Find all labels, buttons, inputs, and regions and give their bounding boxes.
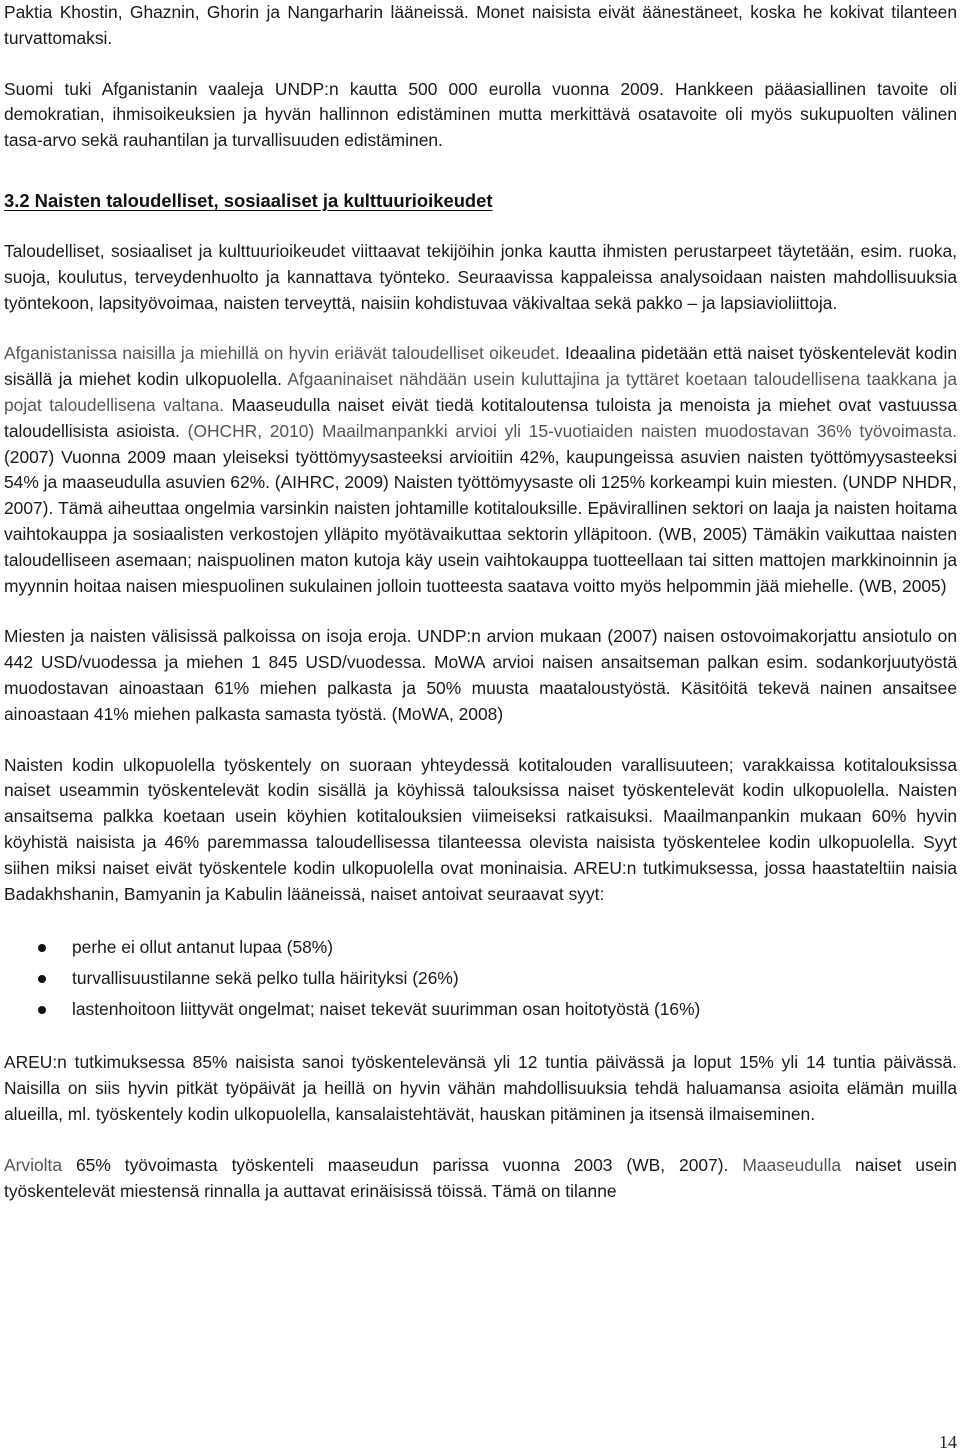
list-item-text: lastenhoitoon liittyvät ongelmat; naiset tekevät suurimman osan hoitotyöstä (16%) — [72, 999, 701, 1020]
section-heading: 3.2 Naisten taloudelliset, sosiaaliset ja kulttuurioikeudet — [4, 189, 493, 211]
rural-sentence-3: Maaseudulla — [742, 1154, 841, 1175]
rural-sentence-1: Arviolta — [4, 1154, 62, 1175]
list-item — [4, 932, 957, 963]
econ-sentence-7: Vuonna 2009 maan yleiseksi työttömyysasteeksi arvioitiin 42%, kaupungeissa asuvien naisten työttömyysasteeksi 54% ja maaseudulla asuvien 62%. (AIHRC, 2009) Naisten työttömyysaste oli 125% korkeampi kuin miesten. (UNDP NHDR, 2007). Tämä aiheuttaa ongelmia varsinkin naisten johtamille kotitalouksille. Epävirallinen sektori on laaja ja naisten hoitama vaihtokauppa ja sosiaalisten verkostojen ylläpito myötävaikuttaa sektorin ylläpitoon. (WB, 2005) Tämäkin vaikuttaa naisten taloudelliseen asemaan; naispuolinen maton kutoja käy usein vaihtokauppa tuotteellaan tai sitten mattojen markkinoinnin ja myynnin hoitaa naisen miespuolinen sukulainen jolloin tuotteesta saatava voitto myös helpommin jää miehelle. (WB, 2005) — [4, 446, 957, 596]
paragraph-finland-support: Suomi tuki Afganistanin vaaleja UNDP:n kautta 500 000 eurolla vuonna 2009. Hankkeen pääasiallinen tavoite oli demokratian, ihmisoikeuksien ja hyvän hallinnon edistäminen mutta merkittävä osatavoite oli myös sukupuolten välinen tasa-arvo sekä rauhantilan ja turvallisuuden edistäminen. — [4, 78, 957, 151]
paragraph-rights-intro: Taloudelliset, sosiaaliset ja kulttuurioikeudet viittaavat tekijöihin jonka kautta ihmisten perustarpeet täytetään, esim. ruoka, suoja, koulutus, terveydenhuolto ja kannattava työnteko. Seuraavissa kappaleissa analysoidaan naisten mahdollisuuksia työntekoon, lapsityövoimaa, naisten terveyttä, naisiin kohdistuvaa väkivaltaa sekä pakko – ja lapsiavioliittoja. — [4, 240, 957, 313]
bullet-dot-icon — [38, 944, 46, 952]
page-number: 14 — [939, 1432, 957, 1452]
list-item — [4, 994, 957, 1025]
paragraph-work-outside-home: Naisten kodin ulkopuolella työskentely on suoraan yhteydessä kotitalouden varallisuuteen; varakkaissa kotitalouksissa naiset useammin työskentelevät kodin sisällä ja köyhissä talouksissa naiset työskentelevät kodin ulkopuolella. Naisten ansaitsema palkka koetaan usein köyhien kotitalouksien viimeiseksi ratkaisuksi. Maailmanpankin mukaan 60% hyvin köyhistä naisista ja 46% paremmassa taloudellisessa tilanteessa olevista naisista työskentelee kodin ulkopuolella. Syyt siihen miksi naiset eivät työskentele kodin ulkopuolella ovat moninaisia. AREU:n tutkimuksessa, jossa haastateltiin naisia Badakhshanin, Bamyanin ja Kabulin lääneissä, naiset antoivat seuraavat syyt: — [4, 754, 957, 904]
rural-sentence-2: 65% työvoimasta työskenteli maaseudun parissa vuonna 2003 (WB, 2007). — [76, 1154, 729, 1175]
list-item — [4, 963, 957, 994]
document-page — [4, 0, 957, 1204]
paragraph-rural-work — [4, 1153, 957, 1205]
paragraph-economic-rights — [4, 341, 957, 599]
econ-sentence-4: Maaseudulla naiset eivät tiedä kotitaloutensa tuloista ja menoista ja miehet ovat vastuussa taloudellisista asioista. — [4, 394, 957, 441]
econ-sentence-5: (OHCHR, 2010) Maailmanpankki arvioi yli 15-vuotiaiden naisten muodostavan 36% työvoimasta. — [187, 420, 957, 441]
econ-sentence-2: Ideaalina pidetään että naiset työskentelevät kodin sisällä ja miehet kodin ulkopuolella. — [4, 343, 957, 390]
econ-sentence-6: (2007) — [4, 446, 55, 467]
bullet-dot-icon — [38, 1006, 46, 1014]
paragraph-top-continuation: Paktia Khostin, Ghaznin, Ghorin ja Nangarharin lääneissä. Monet naisista eivät äänestäneet, koska he kokivat tilanteen turvattomaksi. — [4, 2, 957, 48]
paragraph-working-hours: AREU:n tutkimuksessa 85% naisista sanoi työskentelevänsä yli 12 tuntia päivässä ja loput 15% yli 14 tuntia päivässä. Naisilla on siis hyvin pitkät työpäivät ja heillä on hyvin vähän mahdollisuuksia tehdä haluamansa asioita elämän muilla alueilla, ml. työskentely kodin ulkopuolella, kansalaistehtävät, hauskan pitäminen ja itsensä ilmaiseminen. — [4, 1052, 957, 1124]
list-item-text: turvallisuustilanne sekä pelko tulla häirityksi (26%) — [72, 968, 459, 989]
list-item-text: perhe ei ollut antanut lupaa (58%) — [72, 937, 334, 958]
econ-sentence-3: Afgaaninaiset nähdään usein kuluttajina ja tyttäret koetaan taloudellisena taakkana ja pojat taloudellisena valtana. — [4, 369, 957, 415]
econ-sentence-1: Afganistanissa naisilla ja miehillä on hyvin eriävät taloudelliset oikeudet. — [4, 343, 560, 364]
paragraph-wage-gap: Miesten ja naisten välisissä palkoissa on isoja eroja. UNDP:n arvion mukaan (2007) naisen ostovoimakorjattu ansiotulo on 442 USD/vuodessa ja miehen 1 845 USD/vuodessa. MoWA arvioi naisen ansaitseman palkan esim. sodankorjuutyöstä muodostavan ainoastaan 61% miehen palkasta ja 50% muusta maataloustyöstä. Käsitöitä tekevä nainen ansaitsee ainoastaan 41% miehen palkasta samasta työstä. (MoWA, 2008) — [4, 626, 957, 724]
bullet-dot-icon — [38, 975, 46, 983]
reasons-list — [4, 932, 957, 1025]
rural-sentence-4: naiset usein työskentelevät miestensä rinnalla ja auttavat erinäisissä töissä. Tämä on tilanne — [4, 1154, 957, 1201]
